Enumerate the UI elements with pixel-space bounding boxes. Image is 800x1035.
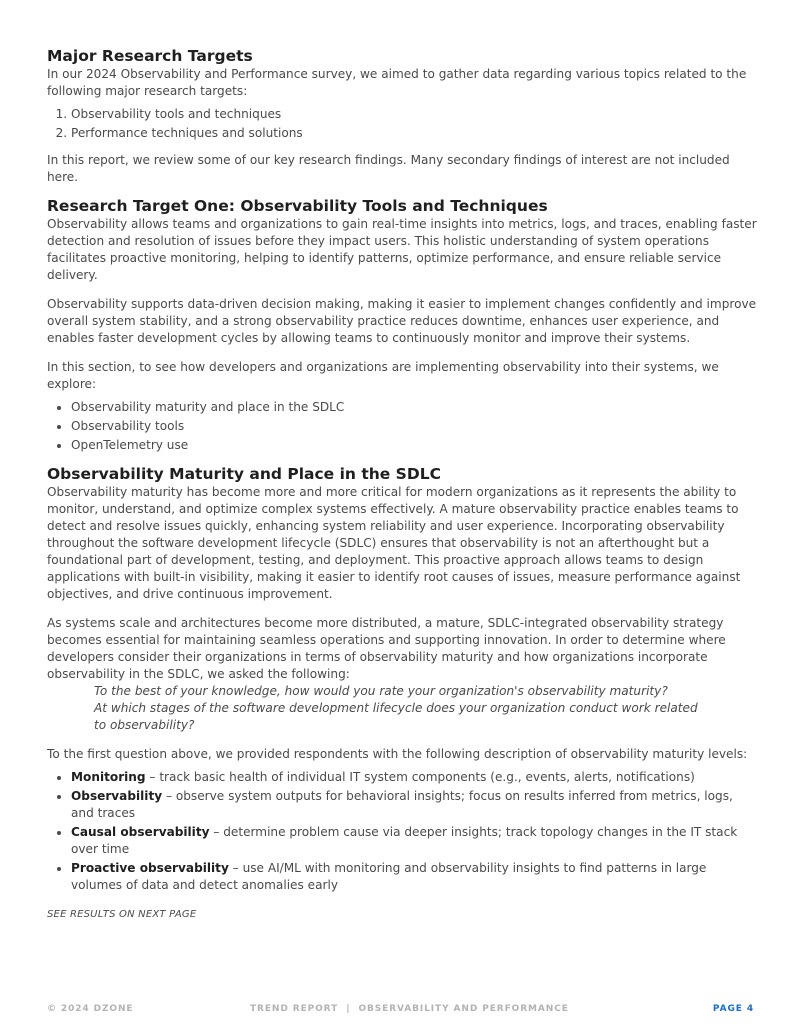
topics-list — [47, 399, 759, 454]
list-item: 1. Observability tools and techniques — [71, 106, 759, 123]
see-next-page-note: SEE RESULTS ON NEXT PAGE — [47, 909, 197, 920]
intro-paragraph: In our 2024 Observability and Performance survey, we aimed to gather data regarding various topics related to the following major research targets: — [47, 67, 747, 98]
survey-question-2: At which stages of the software development lifecycle does your organization conduct work related to observability? — [94, 701, 698, 732]
list-item — [71, 788, 759, 822]
maturity-paragraph-3: To the first question above, we provided respondents with the following description of observability maturity levels: — [47, 747, 748, 761]
survey-question-1: To the best of your knowledge, how would you rate your organization's observability maturity? — [94, 684, 668, 698]
level-term: Observability — [71, 789, 163, 803]
maturity-paragraph-2: As systems scale and architectures become more distributed, a mature, SDLC-integrated observability strategy becomes essential for maintaining seamless operations and supporting innovation. In order to determine where developers consider their organizations in terms of observability maturity and how organizations incorporate observability in the SDLC, we asked the following: — [47, 616, 726, 681]
findings-note: In this report, we review some of our key research findings. Many secondary findings of interest are not included here. — [47, 153, 730, 184]
research-targets-list — [47, 106, 759, 142]
page-footer — [47, 1001, 754, 1013]
list-item — [71, 860, 759, 894]
level-term: Causal observability — [71, 825, 210, 839]
footer-report-title: TREND REPORT | OBSERVABILITY AND PERFORMANCE — [250, 1004, 569, 1014]
list-item — [71, 769, 759, 786]
level-desc: – determine problem cause via deeper insights; track topology changes in the IT stack over time — [71, 825, 738, 856]
level-desc: – track basic health of individual IT system components (e.g., events, alerts, notifications) — [145, 770, 695, 784]
level-desc: – use AI/ML with monitoring and observability insights to find patterns in large volumes of data and detect anomalies early — [71, 861, 707, 892]
level-term: Proactive observability — [71, 861, 229, 875]
list-item: • Observability maturity and place in the SDLC — [71, 399, 759, 416]
list-item: • OpenTelemetry use — [71, 437, 759, 454]
level-desc: – observe system outputs for behavioral insights; focus on results inferred from metrics, logs, and traces — [71, 789, 733, 820]
list-item: 2. Performance techniques and solutions — [71, 125, 759, 142]
list-item — [71, 824, 759, 858]
level-term: Monitoring — [71, 770, 146, 784]
observability-paragraph-2: Observability supports data-driven decision making, making it easier to implement changes confidently and improve overall system stability, and a strong observability practice reduces downtime, enhances user experience, and enables faster development cycles by allowing teams to continuously monitor and improve their systems. — [47, 297, 757, 345]
heading-research-target-one: Research Target One: Observability Tools and Techniques — [47, 197, 548, 215]
heading-observability-maturity: Observability Maturity and Place in the SDLC — [47, 465, 441, 483]
maturity-levels-list — [47, 769, 759, 894]
heading-major-research-targets: Major Research Targets — [47, 47, 253, 65]
report-page — [47, 46, 759, 923]
footer-copyright: © 2024 DZONE — [47, 1004, 134, 1014]
observability-paragraph-1: Observability allows teams and organizations to gain real-time insights into metrics, logs, and traces, enabling faster detection and resolution of issues before they impact users. This holistic understanding of system operations facilitates proactive monitoring, helping to identify patterns, optimize performance, and ensure reliable service delivery. — [47, 217, 757, 282]
footer-page-number: PAGE 4 — [712, 1004, 754, 1014]
observability-paragraph-3: In this section, to see how developers and organizations are implementing observability into their systems, we explore: — [47, 360, 719, 391]
maturity-paragraph-1: Observability maturity has become more and more critical for modern organizations as it represents the ability to monitor, understand, and optimize complex systems effectively. A mature observability practice enables teams to detect and resolve issues quickly, enhancing system reliability and user experience. Incorporating observability throughout the software development lifecycle (SDLC) ensures that observability is not an afterthought but a foundational part of development, testing, and deployment. This proactive approach allows teams to design applications with built-in visibility, making it easier to identify root causes of issues, measure performance against objectives, and drive continuous improvement. — [47, 485, 741, 601]
list-item: • Observability tools — [71, 418, 759, 435]
